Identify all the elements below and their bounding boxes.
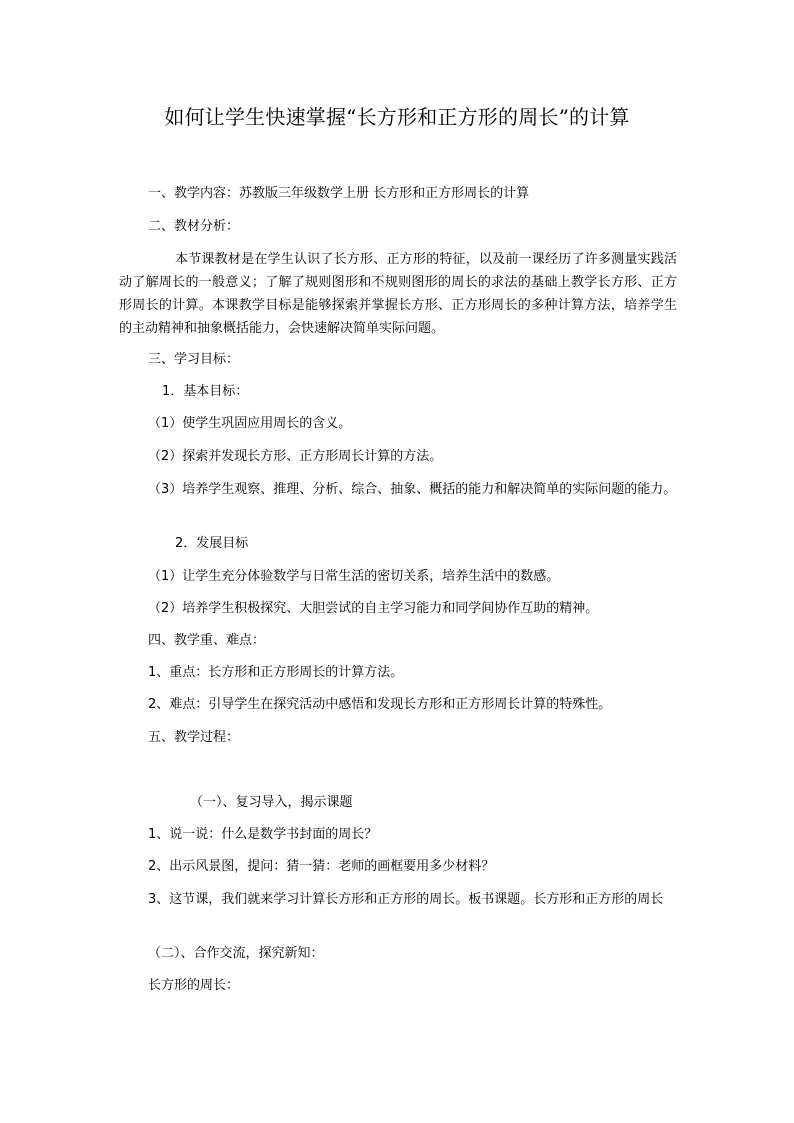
part2-heading: （二）、合作交流，探究新知： [148,946,324,961]
part1-item: 1、说一说：什么是数学书封面的周长？ [148,827,378,842]
section-key-difficult-points: 四、教学重、难点： [148,633,266,648]
basic-goal-item: （3）培养学生观察、推理、分析、综合、抽象、概括的能力和解决简单的实际问题的能力。 [148,482,677,497]
rect-perimeter-label: 长方形的周长： [148,978,240,993]
section-material-analysis: 二、教材分析： [148,219,240,234]
difficult-point: 2、难点：引导学生在探究活动中感悟和发现长方形和正方形周长计算的特殊性。 [148,697,612,712]
basic-goal-item: （2）探索并发现长方形、正方形周长计算的方法。 [148,449,443,464]
dev-goal-item: （2）培养学生积极探究、大胆尝试的自主学习能力和同学间协作互助的精神。 [148,601,599,616]
part1-item: 3、这节课，我们就来学习计算长方形和正方形的周长。板书课题。长方形和正方形的周长 [148,892,664,907]
dev-goal-heading: 2．发展目标 [175,536,249,551]
section-learning-goals: 三、学习目标： [148,352,240,367]
document-title: 如何让学生快速掌握“长方形和正方形的周长”的计算 [164,105,630,129]
key-point: 1、重点：长方形和正方形周长的计算方法。 [148,665,404,680]
basic-goal-heading: 1．基本目标： [162,384,249,399]
section-teaching-content: 一、教学内容：苏教版三年级数学上册 长方形和正方形周长的计算 [148,186,530,201]
part1-item: 2、出示风景图，提问：猜一猜：老师的画框要用多少材料？ [148,859,495,874]
section-teaching-process: 五、教学过程： [148,730,240,745]
basic-goal-item: （1）使学生巩固应用周长的含义。 [148,416,352,431]
dev-goal-item: （1）让学生充分体验数学与日常生活的密切关系，培养生活中的数感。 [148,569,560,584]
part1-heading: （一）、复习导入，揭示课题 [190,795,353,810]
analysis-paragraph: 本节课教材是在学生认识了长方形、正方形的特征，以及前一课经历了许多测量实践活动了解周长的一般意义；了解了规则图形和不规则图形的周长的求法的基础上教学长方形、正方形周长的计算。本课教学目标是能够探索并掌握长方形、正方形周长的多种计算方法，培养学生的主动精神和抽象概括能力，会快速解决简单实际问题。 [119,252,677,336]
